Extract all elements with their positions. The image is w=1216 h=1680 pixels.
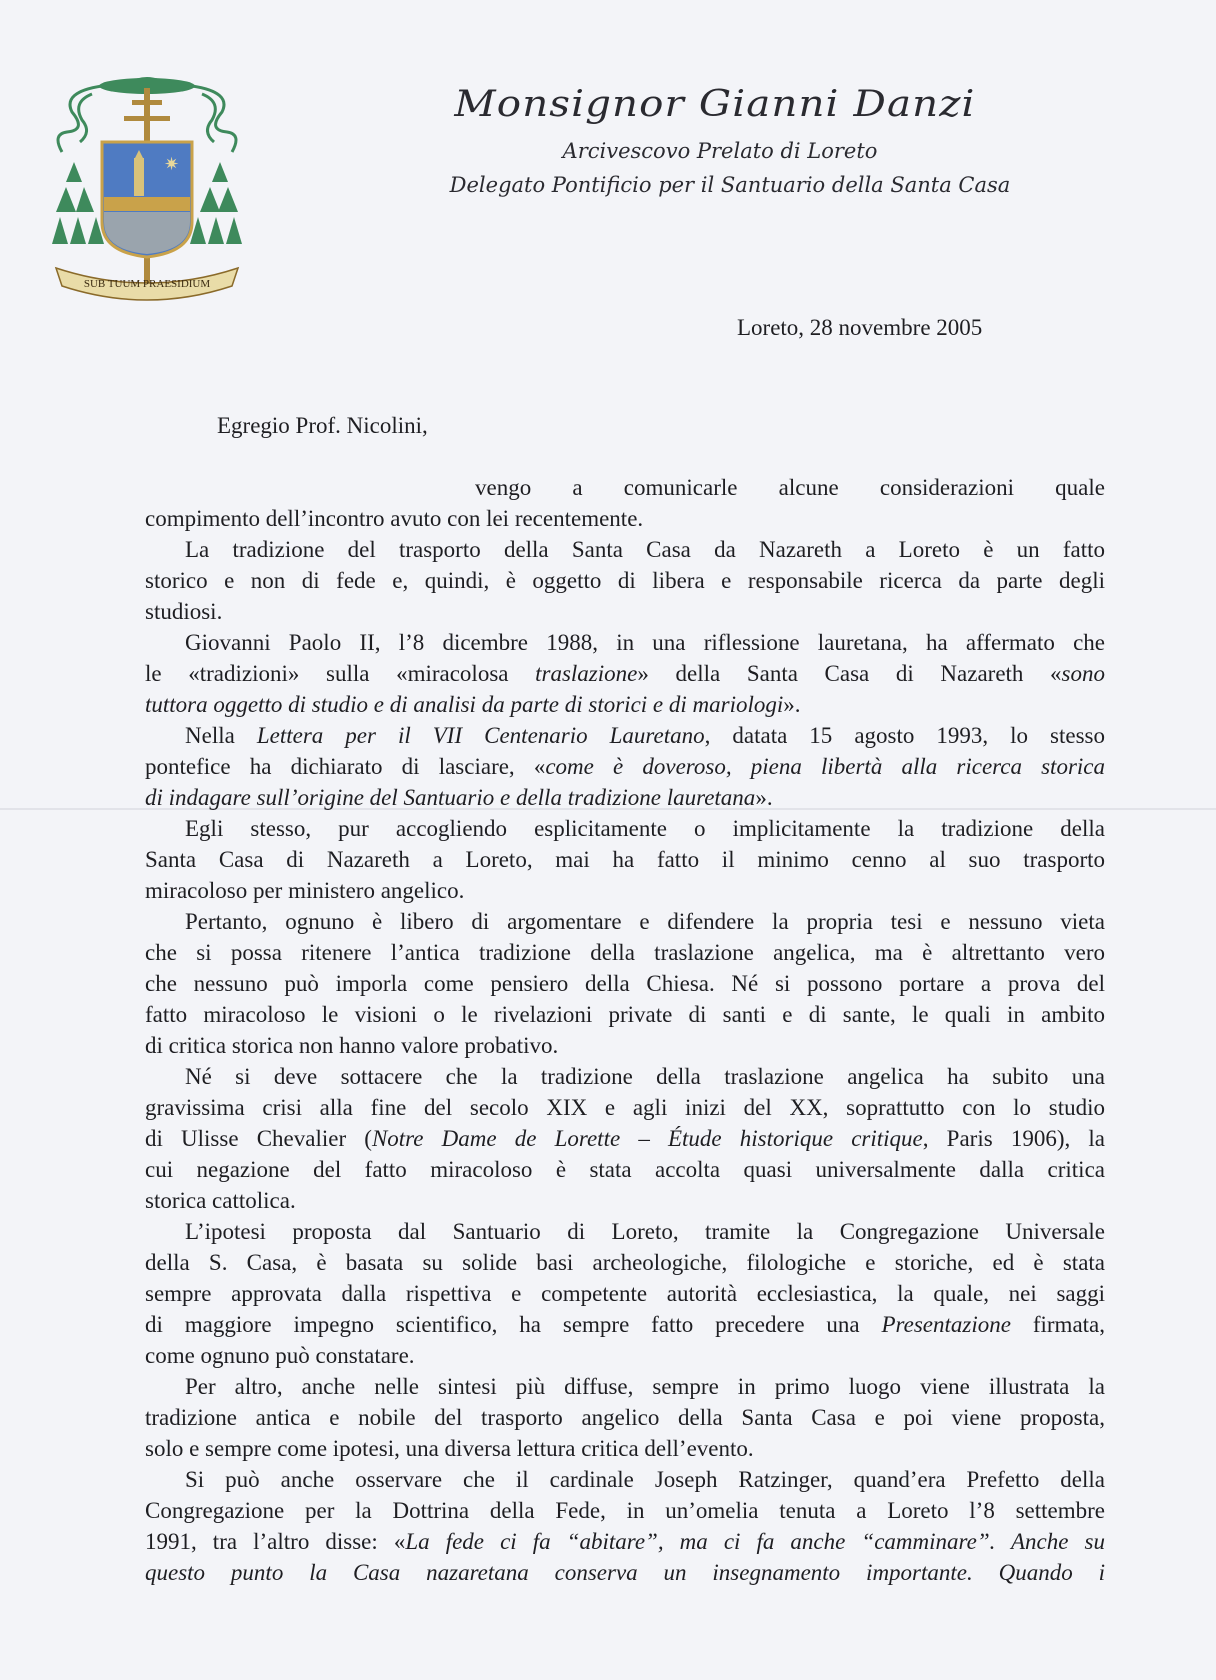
body-line: studiosi. [145, 599, 223, 624]
body-line: di critica storica non hanno valore probativo. [145, 1033, 559, 1058]
body-line: compimento dell’incontro avuto con lei recentemente. [145, 506, 644, 531]
body-line: gravissima crisi alla fine del secolo XIX e agli inizi del XX, soprattutto con lo studio [145, 1095, 1105, 1120]
body-line: Pertanto, ognuno è libero di argomentare e difendere la propria tesi e nessuno vieta [185, 909, 1105, 934]
body-line: cui negazione del fatto miracoloso è stata accolta quasi universalmente dalla critica [145, 1157, 1105, 1182]
body-line: tradizione antica e nobile del trasporto angelico della Santa Casa e poi viene proposta, [145, 1405, 1105, 1430]
letterhead [360, 84, 1040, 197]
body-line: fatto miracoloso le visioni o le rivelazioni private di santi e di sante, le quali in ambito [145, 1002, 1105, 1027]
body-line: L’ipotesi proposta dal Santuario di Loreto, tramite la Congregazione Universale [185, 1219, 1105, 1244]
body-line: La tradizione del trasporto della Santa Casa da Nazareth a Loreto è un fatto [185, 537, 1105, 562]
body-line: di Ulisse Chevalier (Notre Dame de Lorette – Étude historique critique, Paris 1906), la [145, 1126, 1105, 1151]
motto-text: SUB TUUM PRAESIDIUM [83, 278, 211, 290]
body-line: di indagare sull’origine del Santuario e della tradizione lauretana». [145, 785, 773, 810]
body-line: Si può anche osservare che il cardinale Joseph Ratzinger, quand’era Prefetto della [185, 1467, 1105, 1492]
body-line: che nessuno può imporla come pensiero della Chiesa. Né si possono portare a prova del [145, 971, 1105, 996]
letter-date: Loreto, 28 novembre 2005 [737, 315, 983, 340]
body-line: storico e non di fede e, quindi, è oggetto di libera e responsabile ricerca da parte degli [145, 568, 1105, 593]
body-line: Giovanni Paolo II, l’8 dicembre 1988, in una riflessione lauretana, ha affermato che [185, 630, 1105, 655]
body-line: di maggiore impegno scientifico, ha sempre fatto precedere una Presentazione firmata, [145, 1312, 1105, 1337]
body-line: della S. Casa, è basata su solide basi archeologiche, filologiche e storiche, ed è stata [145, 1250, 1105, 1275]
sender-title: Arcivescovo Prelato di Loreto [562, 139, 878, 163]
body-line: che si possa ritenere l’antica tradizione della traslazione angelica, ma è altrettanto vero [145, 940, 1105, 965]
sender-subtitle: Delegato Pontificio per il Santuario della Santa Casa [449, 173, 1011, 197]
body-line: Per altro, anche nelle sintesi più diffuse, sempre in primo luogo viene illustrata la [185, 1374, 1105, 1399]
body-line: pontefice ha dichiarato di lasciare, «come è doveroso, piena libertà alla ricerca storica [145, 754, 1105, 779]
letter-body [145, 472, 1105, 1588]
svg-text:✷: ✷ [164, 154, 180, 175]
body-line: questo punto la Casa nazaretana conserva un insegnamento importante. Quando i [145, 1560, 1105, 1585]
body-line: Nella Lettera per il VII Centenario Lauretano, datata 15 agosto 1993, lo stesso [185, 723, 1105, 748]
body-line: sempre approvata dalla rispettiva e competente autorità ecclesiastica, la quale, nei saggi [145, 1281, 1105, 1306]
body-line: Egli stesso, pur accogliendo esplicitamente o implicitamente la tradizione della [185, 816, 1105, 841]
body-line: solo e sempre come ipotesi, una diversa lettura critica dell’evento. [145, 1436, 754, 1461]
body-line: vengo a comunicarle alcune considerazioni quale [475, 475, 1105, 500]
salutation: Egregio Prof. Nicolini, [217, 413, 428, 438]
body-line: storica cattolica. [145, 1188, 296, 1213]
body-line: Santa Casa di Nazareth a Loreto, mai ha fatto il minimo cenno al suo trasporto [145, 847, 1105, 872]
body-line: le «tradizioni» sulla «miracolosa traslazione» della Santa Casa di Nazareth «sono [145, 661, 1105, 686]
body-line: 1991, tra l’altro disse: «La fede ci fa “abitare”, ma ci fa anche “camminare”. Anche su [145, 1529, 1105, 1554]
body-line: Congregazione per la Dottrina della Fede, in un’omelia tenuta a Loreto l’8 settembre [145, 1498, 1105, 1523]
sender-name: Monsignor Gianni Danzi [454, 84, 976, 125]
coat-of-arms-icon [52, 72, 242, 312]
body-line: tuttora oggetto di studio e di analisi da parte di storici e di mariologi». [145, 692, 801, 717]
body-line: come ognuno può constatare. [145, 1343, 415, 1368]
body-line: miracoloso per ministero angelico. [145, 878, 465, 903]
body-line: Né si deve sottacere che la tradizione della traslazione angelica ha subito una [185, 1064, 1105, 1089]
